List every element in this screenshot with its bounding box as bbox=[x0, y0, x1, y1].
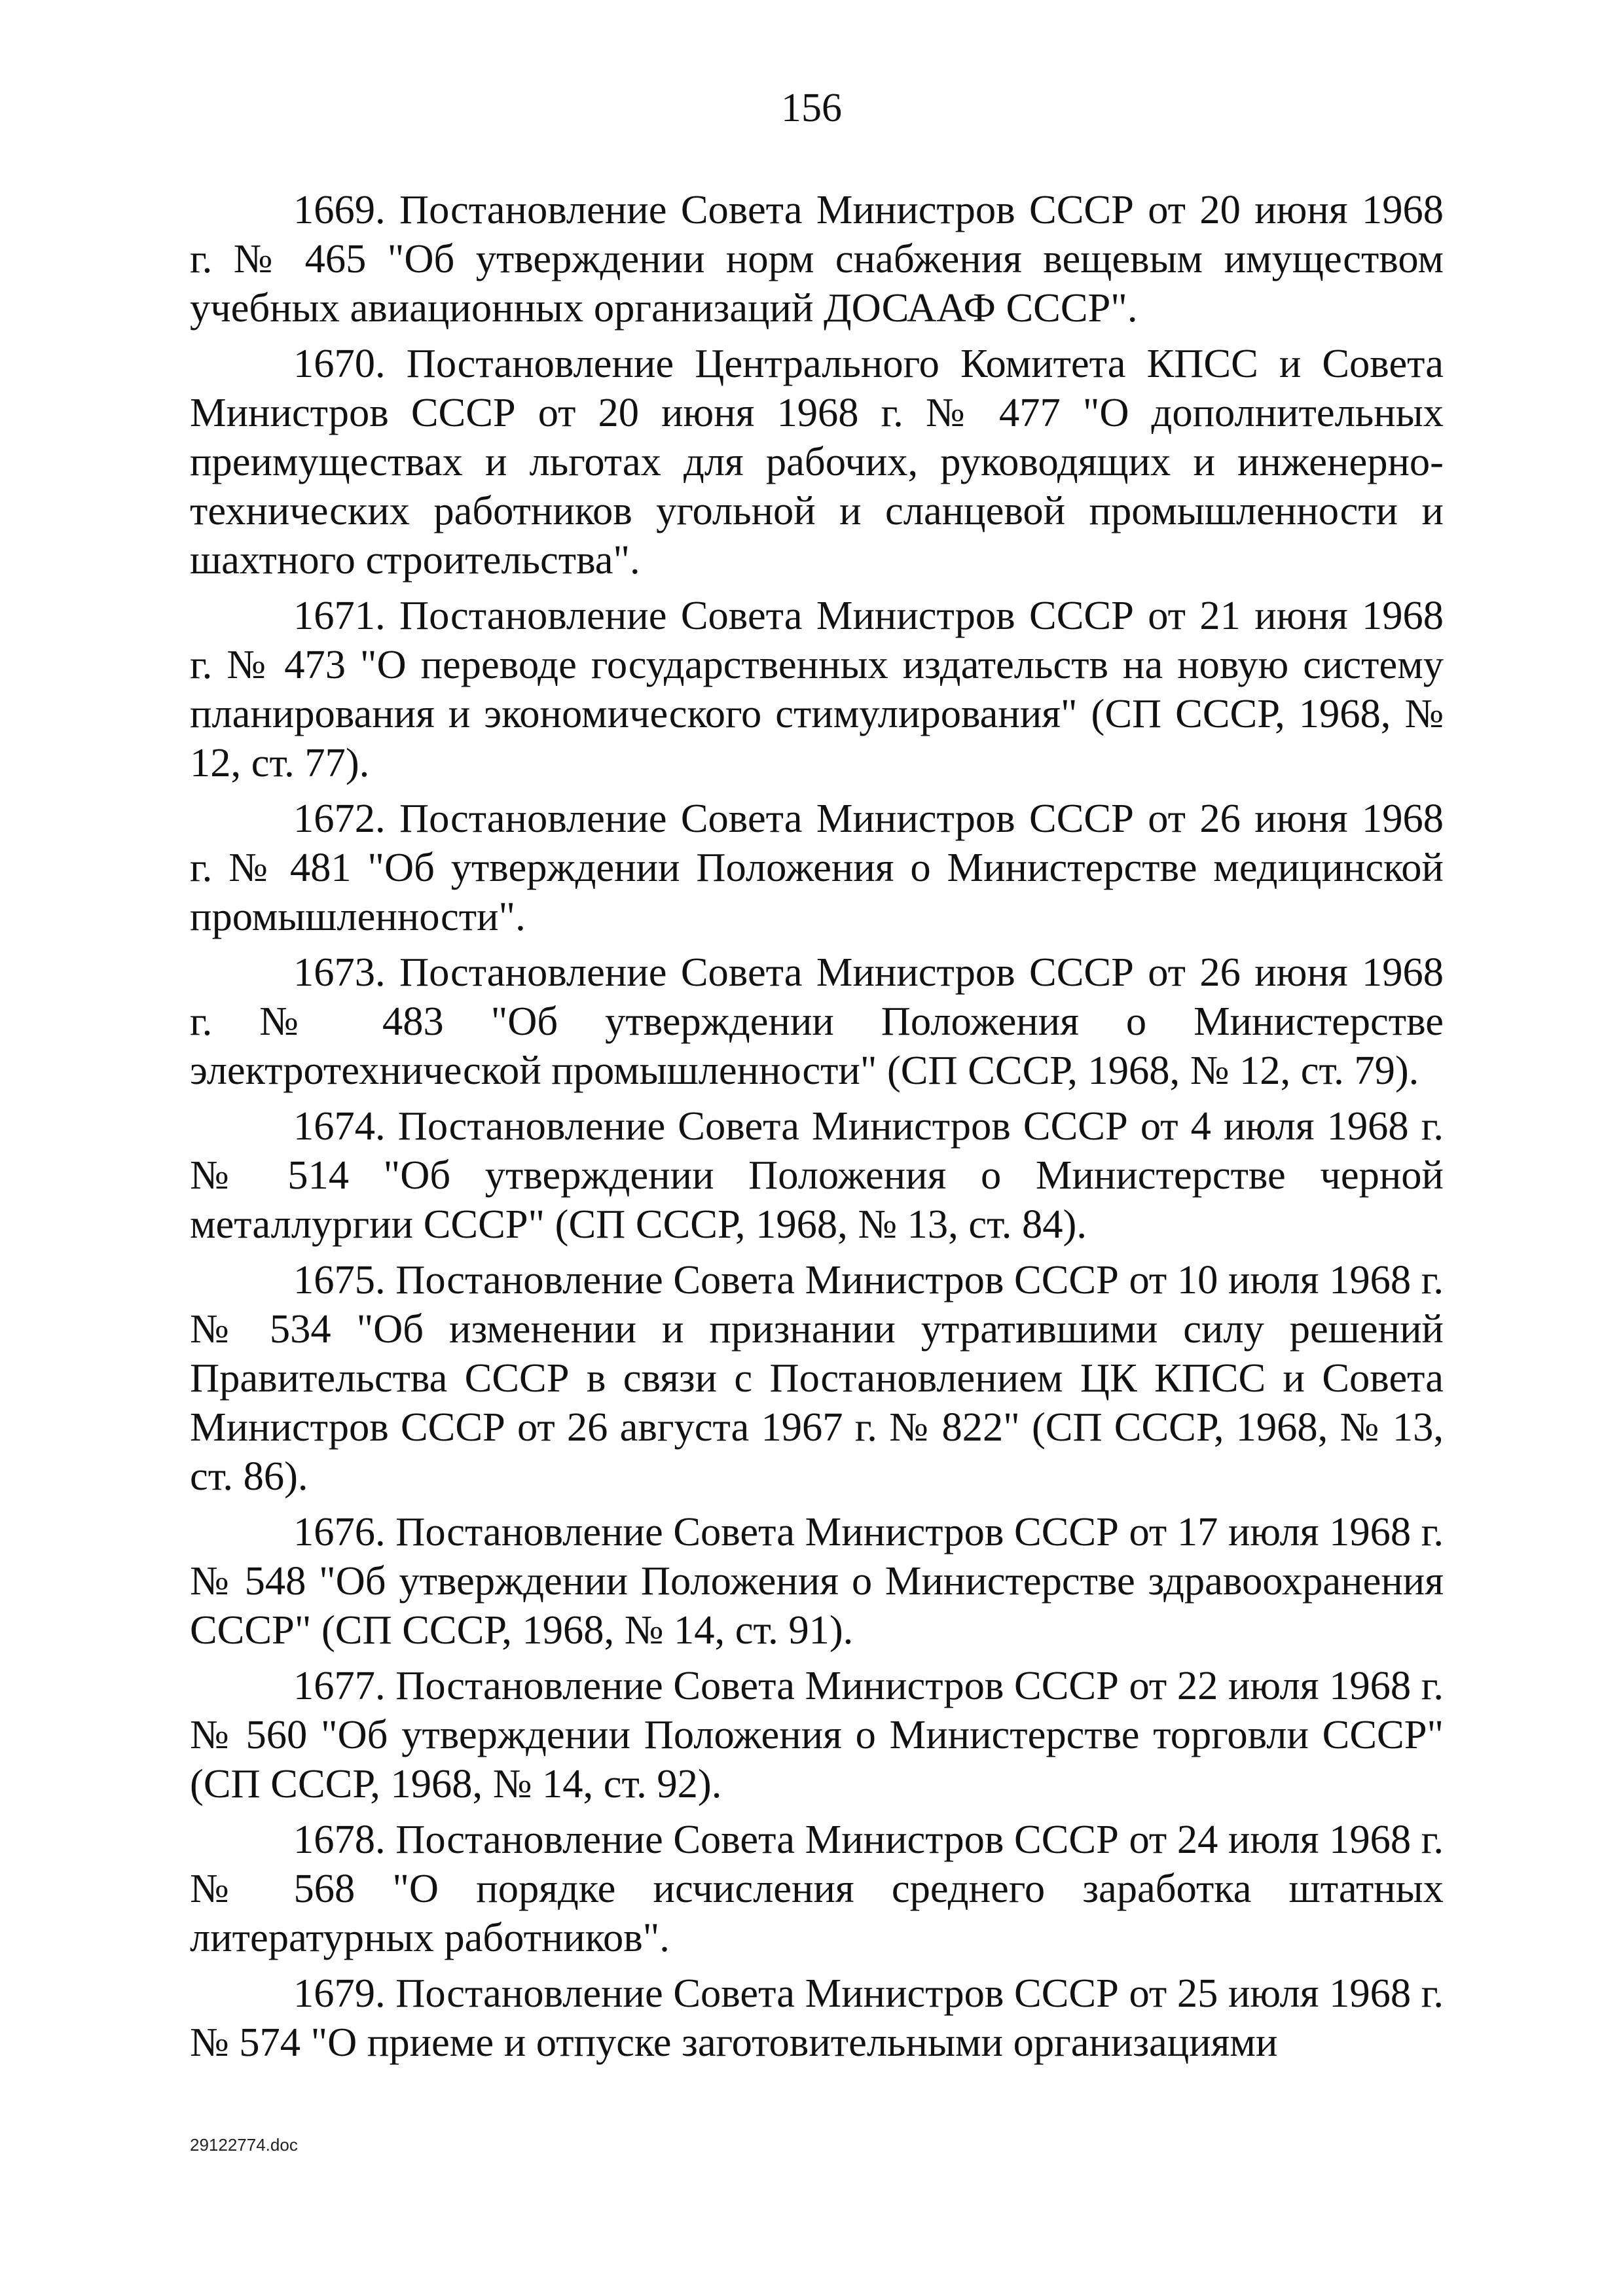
document-filename: 29122774.doc bbox=[190, 2135, 298, 2155]
list-item-1670: 1670. Постановление Центрального Комитета КПСС и Совета Министров СССР от 20 июня 1968 г. № 477 "О дополнительных преимуществах и льготах для рабочих, руководящих и инженерно-технических работников угольной и сланцевой промышленности и шахтного строительства". bbox=[190, 340, 1444, 583]
list-item-1673: 1673. Постановление Совета Министров СССР от 26 июня 1968 г. № 483 "Об утверждении Положения о Министерстве электротехнической промышленности" (СП СССР, 1968, № 12, ст. 79). bbox=[190, 949, 1444, 1093]
list-item-1675: 1675. Постановление Совета Министров СССР от 10 июля 1968 г. № 534 "Об изменении и признании утратившими силу решений Правительства СССР в связи с Постановлением ЦК КПСС и Совета Министров СССР от 26 августа 1967 г. № 822" (СП СССР, 1968, № 13, ст. 86). bbox=[190, 1257, 1444, 1499]
list-item-1676: 1676. Постановление Совета Министров СССР от 17 июля 1968 г. № 548 "Об утверждении Положения о Министерстве здравоохранения СССР" (СП СССР, 1968, № 14, ст. 91). bbox=[190, 1509, 1444, 1653]
list-item-1674: 1674. Постановление Совета Министров СССР от 4 июля 1968 г. № 514 "Об утверждении Положения о Министерстве черной металлургии СССР" (СП СССР, 1968, № 13, ст. 84). bbox=[190, 1103, 1444, 1247]
list-item-1671: 1671. Постановление Совета Министров СССР от 21 июня 1968 г. № 473 "О переводе государственных издательств на новую систему планирования и экономического стимулирования" (СП СССР, 1968, № 12, ст. 77). bbox=[190, 592, 1444, 785]
list-item-1669: 1669. Постановление Совета Министров СССР от 20 июня 1968 г. № 465 "Об утверждении норм снабжения вещевым имуществом учебных авиационных организаций ДОСААФ СССР". bbox=[190, 187, 1444, 331]
list-item-1672: 1672. Постановление Совета Министров СССР от 26 июня 1968 г. № 481 "Об утверждении Положения о Министерстве медицинской промышленности". bbox=[190, 795, 1444, 939]
list-item-1678: 1678. Постановление Совета Министров СССР от 24 июля 1968 г. № 568 "О порядке исчисления среднего заработка штатных литературных работников". bbox=[190, 1816, 1444, 1960]
list-item-1677: 1677. Постановление Совета Министров СССР от 22 июля 1968 г. № 560 "Об утверждении Положения о Министерстве торговли СССР" (СП СССР, 1968, № 14, ст. 92). bbox=[190, 1662, 1444, 1806]
page-number: 156 bbox=[781, 86, 842, 130]
list-item-1679: 1679. Постановление Совета Министров СССР от 25 июля 1968 г. № 574 "О приеме и отпуске заготовительными организациями bbox=[190, 1970, 1444, 2065]
entry-list bbox=[190, 185, 1444, 2073]
